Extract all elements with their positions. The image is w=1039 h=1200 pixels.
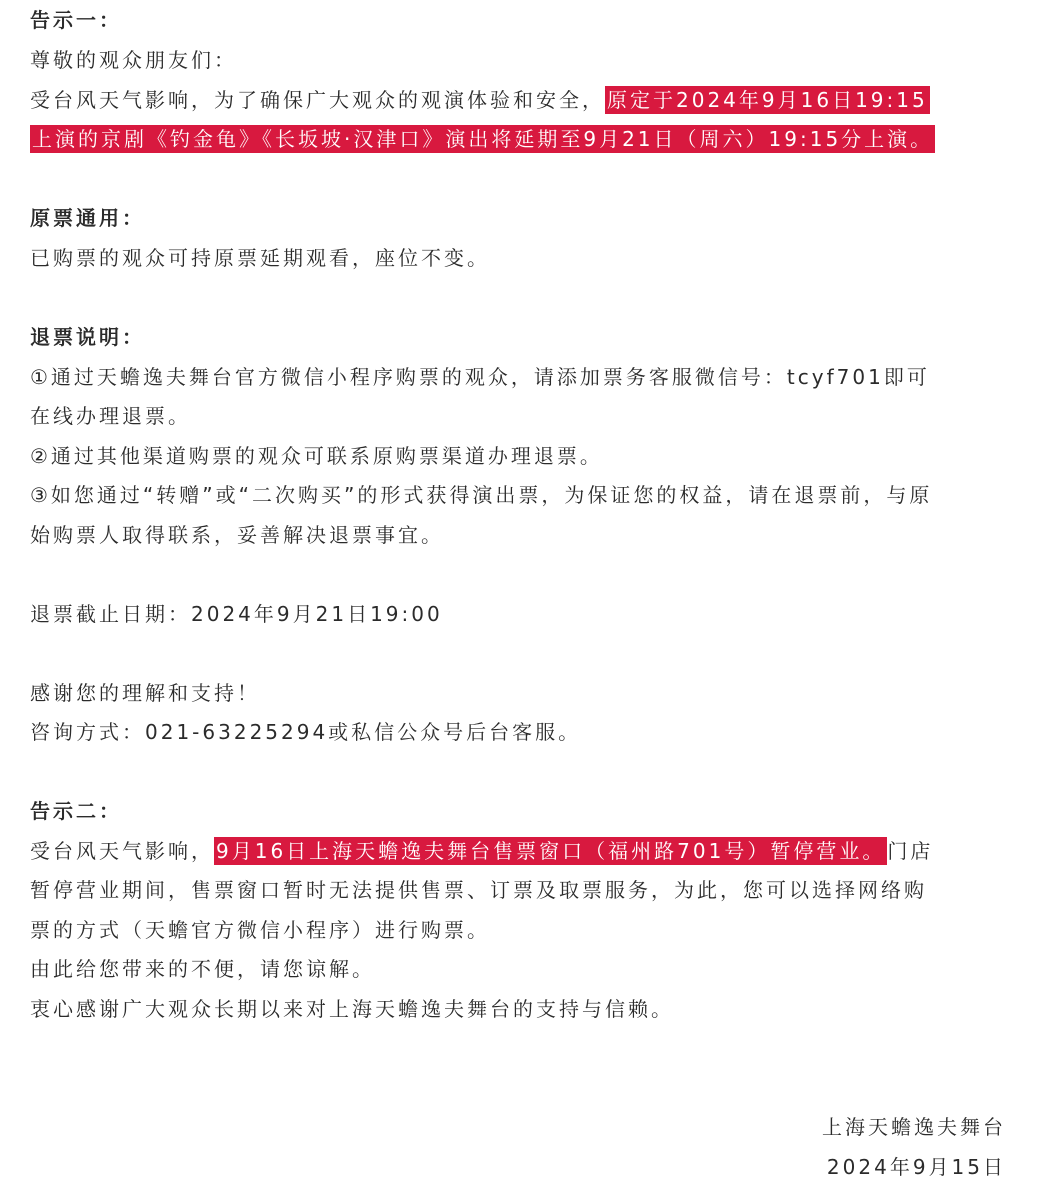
- refund-item3-line2: 始购票人取得联系，妥善解决退票事宜。: [30, 523, 444, 547]
- notice2-line4: 由此给您带来的不便，请您谅解。: [30, 957, 375, 981]
- notice1-highlight-part2: 上演的京剧《钓金龟》《长坂坡·汉津口》演出将延期至9月21日（周六）19:15分上演。: [32, 127, 934, 151]
- refund-heading: 退票说明：: [30, 325, 145, 349]
- notice1-heading: 告示一：: [30, 8, 122, 32]
- ticket-valid-text: 已购票的观众可持原票延期观看，座位不变。: [30, 246, 490, 270]
- notice2-highlight: 9月16日上海天蟾逸夫舞台售票窗口（福州路701号）暂停营业。: [216, 839, 886, 863]
- refund-item1-line1: ①通过天蟾逸夫舞台官方微信小程序购票的观众，请添加票务客服微信号：tcyf701即可: [30, 365, 930, 389]
- signature-org: 上海天蟾逸夫舞台: [822, 1115, 1006, 1139]
- notice2-line1: [30, 836, 933, 866]
- notice2-line1-tail: 门店: [887, 839, 934, 863]
- notice2-line2: 暂停营业期间，售票窗口暂时无法提供售票、订票及取票服务，为此，您可以选择网络购: [30, 878, 927, 902]
- ticket-valid-heading: 原票通用：: [30, 206, 145, 230]
- refund-deadline: 退票截止日期：2024年9月21日19:00: [30, 602, 443, 626]
- refund-item1-line2: 在线办理退票。: [30, 404, 191, 428]
- notice1-line2: [30, 124, 935, 154]
- refund-item2: ②通过其他渠道购票的观众可联系原购票渠道办理退票。: [30, 444, 603, 468]
- contact-text: 咨询方式：021-63225294或私信公众号后台客服。: [30, 720, 582, 744]
- notice1-line1-text: 受台风天气影响，为了确保广大观众的观演体验和安全，: [30, 88, 605, 112]
- notice2-line5: 衷心感谢广大观众长期以来对上海天蟾逸夫舞台的支持与信赖。: [30, 997, 674, 1021]
- refund-item3-line1: ③如您通过“转赠”或“二次购买”的形式获得演出票，为保证您的权益，请在退票前，与原: [30, 483, 933, 507]
- notice1-highlight-part1: 原定于2024年9月16日19:15: [607, 88, 928, 112]
- notice1-line1: [30, 85, 930, 115]
- thanks-text: 感谢您的理解和支持！: [30, 681, 260, 705]
- notice2-line1-text: 受台风天气影响，: [30, 839, 214, 863]
- signature-date: 2024年9月15日: [826, 1155, 1006, 1179]
- notice2-line3: 票的方式（天蟾官方微信小程序）进行购票。: [30, 918, 490, 942]
- notice2-heading: 告示二：: [30, 799, 122, 823]
- notice1-greeting: 尊敬的观众朋友们：: [30, 48, 237, 72]
